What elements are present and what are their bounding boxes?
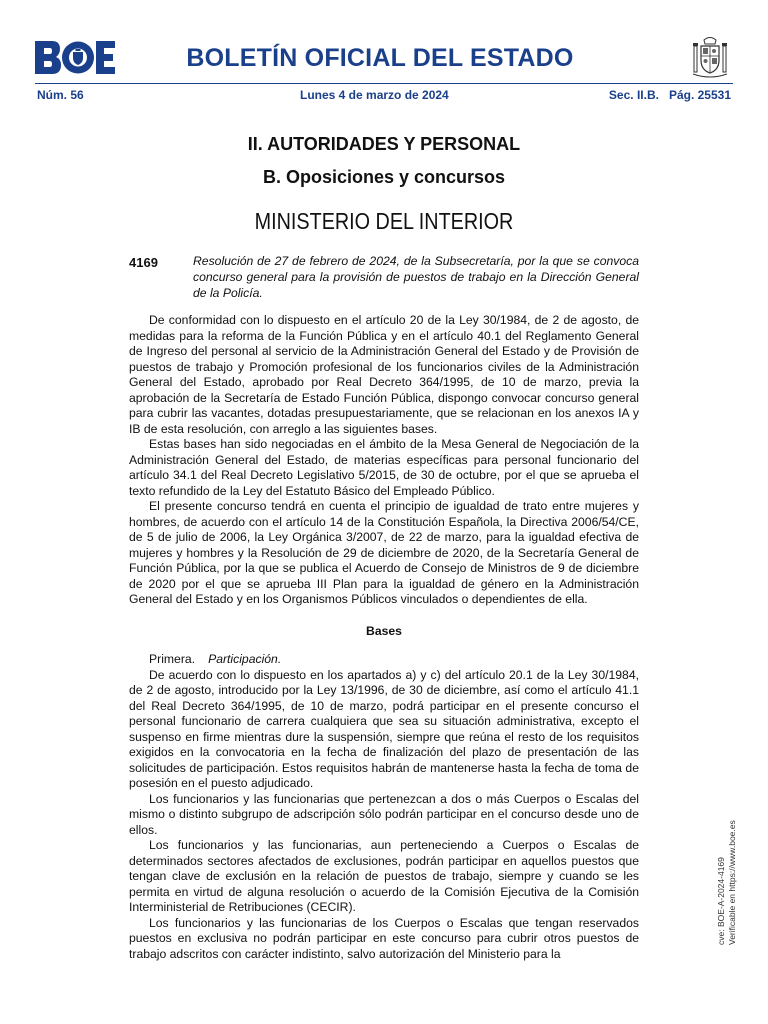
- bases-heading: Bases: [366, 623, 402, 638]
- gazette-title: BOLETÍN OFICIAL DEL ESTADO: [186, 44, 574, 72]
- coat-of-arms-icon: [690, 36, 730, 80]
- paragraph: Los funcionarios y las funcionarias, aun perteneciendo a Cuerpos o Escalas de determinados sectores afectados de exclusiones, podrán participar en aquellos puestos que tengan clave de exclusión en la relación de puestos de trabajo, siempre y cuando se les permita en virtud de alguna resolución o acuerdo de la Comisión Ejecutiva de la Comisión Interministerial de Retribuciones (CECIR).: [129, 838, 639, 914]
- reference-number: 4169: [129, 255, 158, 270]
- paragraph: El presente concurso tendrá en cuenta el principio de igualdad de trato entre mujeres y hombres, de acuerdo con el artículo 14 de la Constitución Española, la Directiva 2006/54/CE, de 5 de julio de 2006, la Ley Orgánica 3/2007, de 22 de marzo, para la igualdad efectiva de mujeres y hombres y la Resolución de 29 de diciembre de 2020, de la Secretaría General de Función Pública, por la que se publica el Acuerdo de Consejo de Ministros de 9 de diciembre de 2020 por el que se aprueba III Plan para la igualdad de género en la Administración General del Estado y en los Organismos Públicos vinculados o dependientes de ella.: [129, 499, 639, 606]
- clause-heading: [129, 652, 639, 668]
- section-page: [609, 88, 731, 102]
- paragraph: De conformidad con lo dispuesto en el artículo 20 de la Ley 30/1984, de 2 de agosto, de medidas para la reforma de la Función Pública y en el artículo 40.1 del Reglamento General de Ingreso del personal al servicio de la Administración General del Estado y de Provisión de puestos de trabajo y Promoción profesional de los funcionarios civiles de la Administración General del Estado, aprobado por Real Decreto 364/1995, de 10 de marzo, previa la aprobación de la Secretaría de Estado Función Pública, dispongo convocar concurso general para cubrir las vacantes, dotadas presupuestariamente, que se relacionan en los anexos IA y IB de esta resolución, con arreglo a las siguientes bases.: [129, 313, 639, 436]
- issue-date: Lunes 4 de marzo de 2024: [300, 88, 449, 102]
- section-heading: II. AUTORIDADES Y PERSONAL: [247, 134, 521, 154]
- clause-name: Participación.: [208, 652, 282, 666]
- document-body: [129, 313, 639, 962]
- clause-label: Primera.: [149, 652, 196, 666]
- paragraph: Estas bases han sido negociadas en el ámbito de la Mesa General de Negociación de la Administración General del Estado, de materias específicas para personal funcionario del artículo 34.1 del Real Decreto Legislativo 5/2015, de 30 de octubre, por el que se aprueba el texto refundido de la Ley del Estatuto Básico del Empleado Público.: [129, 437, 639, 498]
- subsection-heading: B. Oposiciones y concursos: [262, 167, 506, 187]
- boe-logo: [35, 41, 115, 74]
- paragraph: De acuerdo con lo dispuesto en los apartados a) y c) del artículo 20.1 de la Ley 30/1984, de 2 de agosto, introducido por la Ley 13/1996, de 30 de diciembre, así como el artículo 41.1 del Real Decreto 364/1995, de 10 de marzo, podrá participar en el presente concurso el personal funcionario de carrera cualquiera que sea su situación administrativa, excepto el suspenso en firme mientras dure la suspensión, siempre que reúna el resto de los requisitos exigidos en la convocatoria en la fecha de finalización del plazo de presentación de las solicitudes de participación. Estos requisitos habrán de mantenerse hasta la fecha de toma de posesión en el puesto adjudicado.: [129, 667, 639, 790]
- header-rule: [35, 83, 733, 84]
- verification-note: [716, 820, 738, 945]
- issue-number: Núm. 56: [37, 88, 84, 102]
- section-code: Sec. II.B.: [608, 88, 659, 102]
- cve-code: cve: BOE-A-2024-4169: [716, 857, 726, 945]
- page-number: Pág. 25531: [668, 88, 731, 102]
- verify-link[interactable]: Verificable en https://www.boe.es: [727, 820, 737, 945]
- paragraph: Los funcionarios y las funcionarias de los Cuerpos o Escalas que tengan reservados puestos en exclusiva no podrán participar en este concurso para cubrir otros puestos de trabajo adscritos con carácter indistinto, salvo autorización del Ministerio para la: [129, 915, 639, 961]
- reference-title: Resolución de 27 de febrero de 2024, de la Subsecretaría, por la que se convoca concurso general para la provisión de puestos de trabajo en la Dirección General de la Policía.: [193, 254, 639, 300]
- paragraph: Los funcionarios y las funcionarias que pertenezcan a dos o más Cuerpos o Escalas del mismo o distinto subgrupo de adscripción sólo podrán participar en el concurso desde uno de ellos.: [129, 791, 639, 837]
- ministry-heading: MINISTERIO DEL INTERIOR: [254, 208, 514, 234]
